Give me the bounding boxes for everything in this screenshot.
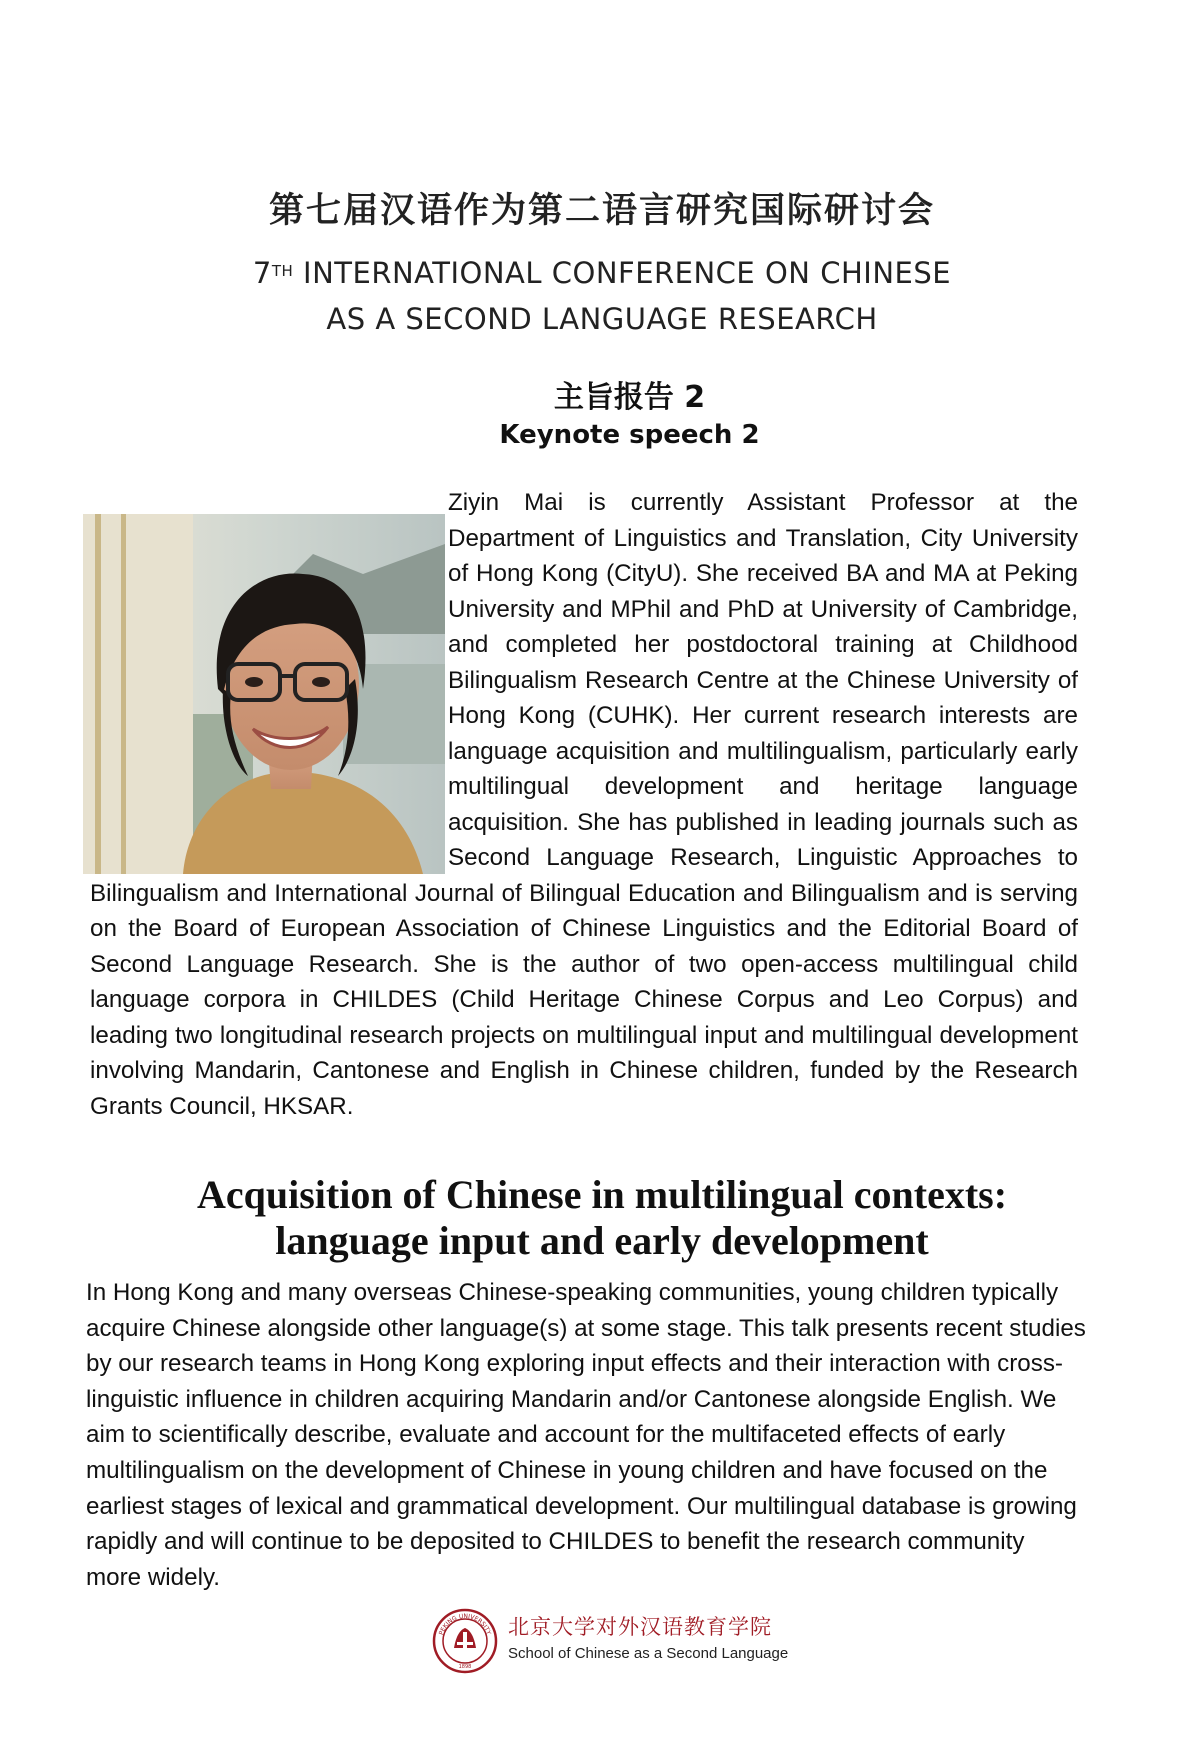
- speaker-bio-text: Ziyin Mai is currently Assistant Professor at the Department of Linguistics and Translation, City University of Hong Kong (CityU). She received BA and MA at Peking University and MPhil and PhD at University of Cambridge, and completed her postdoctoral training at Childhood Bilingualism Research Centre at the Chinese University of Hong Kong (CUHK). Her current research interests are language acquisition and multilingualism, particularly early multilingual development and heritage language acquisition. She has published in leading journals such as Second Language Research, Linguistic Approaches to Bilingualism and International Journal of Bilingual Education and Bilingualism and is serving on the Board of European Association of Chinese Linguistics and the Editorial Board of Second Language Research. She is the author of two open-access multilingual child language corpora in CHILDES (Child Heritage Chinese Corpus and Leo Corpus) and leading two longitudinal research projects on multilingual input and multilingual development involving Mandarin, Cantonese and English in Chinese children, funded by the Research Grants Council, HKSAR.: [90, 489, 1078, 1120]
- conference-title-en: [0, 250, 1204, 342]
- ordinal-suffix: TH: [271, 262, 294, 280]
- conference-title-en-line1: [0, 250, 1204, 296]
- ordinal-number: 7: [252, 256, 272, 290]
- conference-title-cn: 第七届汉语作为第二语言研究国际研讨会: [268, 191, 935, 231]
- photo-spacer: [90, 485, 448, 875]
- speaker-bio: [90, 485, 1078, 1124]
- svg-text:1898: 1898: [458, 1664, 472, 1670]
- svg-text:PEKING UNIVERSITY: PEKING UNIVERSITY: [437, 1612, 492, 1636]
- title-line1-text: INTERNATIONAL CONFERENCE ON CHINESE: [293, 256, 952, 290]
- university-seal-logo: [432, 1608, 498, 1674]
- footer-org-name-en: School of Chinese as a Second Language: [508, 1645, 789, 1662]
- keynote-label-cn: 主旨报告 2: [553, 380, 706, 415]
- keynote-label-en: Keynote speech 2: [499, 420, 760, 450]
- talk-title-line1: Acquisition of Chinese in multilingual contexts:: [196, 1172, 1008, 1217]
- conference-title-en-line2: AS A SECOND LANGUAGE RESEARCH: [326, 302, 878, 336]
- talk-title-line2: language input and early development: [275, 1218, 929, 1263]
- footer-org-name-cn: 北京大学对外汉语教育学院: [508, 1615, 772, 1639]
- talk-abstract: In Hong Kong and many overseas Chinese-speaking communities, young children typically acquire Chinese alongside other language(s) at some stage. This talk presents recent studies by our research teams in Hong Kong exploring input effects and their interaction with cross-linguistic influence in children acquiring Mandarin and/or Cantonese alongside English. We aim to scientifically describe, evaluate and account for the multifaceted effects of early multilingualism on the development of Chinese in young children and have focused on the earliest stages of lexical and grammatical development. Our multilingual database is growing rapidly and will continue to be deposited to CHILDES to benefit the research community more widely.: [86, 1279, 1086, 1591]
- talk-title: [0, 1172, 1204, 1264]
